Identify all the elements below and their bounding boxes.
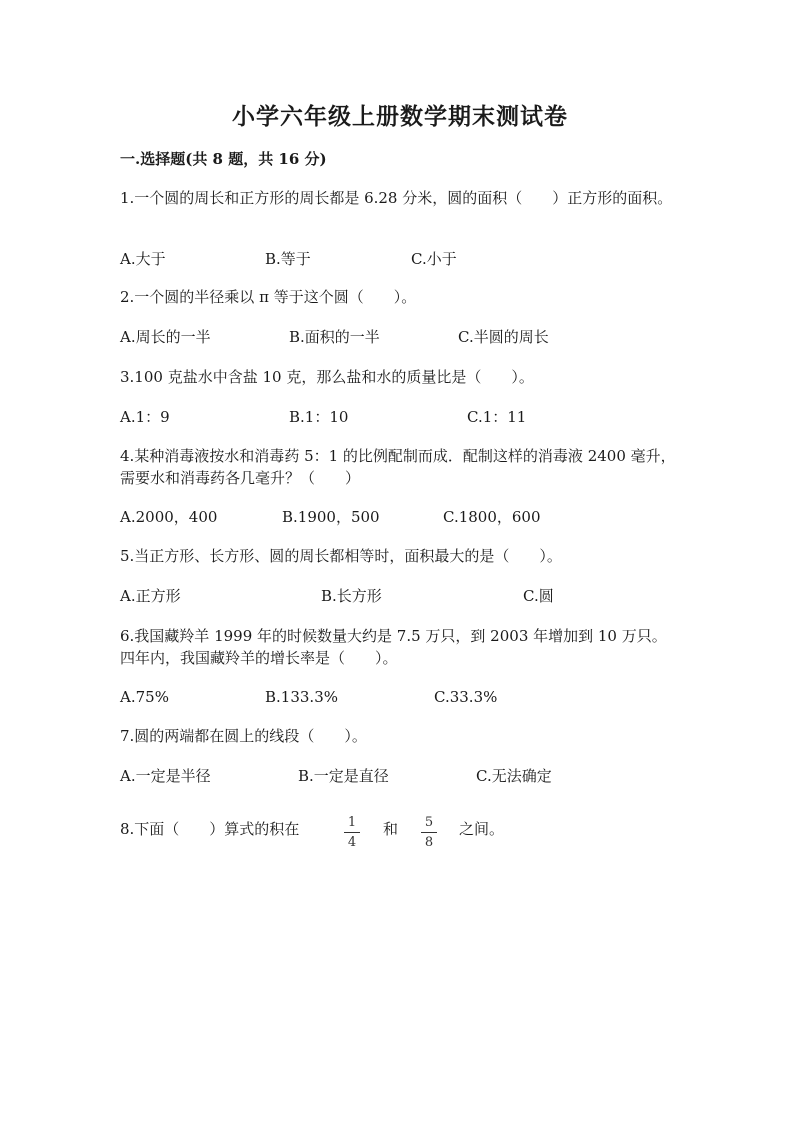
question-4: 4.某种消毒液按水和消毒药 5：1 的比例配制而成．配制这样的消毒液 2400 毫升，需要水和消毒药各几毫升？（ ） <box>120 447 676 487</box>
fraction-denominator: 4 <box>347 835 357 850</box>
question-5: 5.当正方形、长方形、圆的周长都相等时，面积最大的是（ ）。 <box>120 547 562 565</box>
fraction-five-eighths <box>421 816 437 850</box>
question-8-prefix: 8.下面（ ）算式的积在 <box>120 820 300 838</box>
fraction-bar <box>421 832 437 833</box>
q7-option-b: B.一定是直径 <box>298 767 389 785</box>
fraction-denominator: 8 <box>424 835 434 850</box>
q3-option-c: C.1：11 <box>467 408 527 426</box>
q1-option-a: A.大于 <box>120 250 166 268</box>
q3-option-a: A.1：9 <box>120 408 170 426</box>
q6-option-b: B.133.3% <box>265 688 338 706</box>
q1-option-c: C.小于 <box>411 250 457 268</box>
q5-option-c: C.圆 <box>523 587 554 605</box>
q2-option-b: B.面积的一半 <box>289 328 380 346</box>
section-heading: 一.选择题(共 8 题，共 16 分) <box>120 150 327 168</box>
question-8-suffix: 之间。 <box>459 820 505 838</box>
fraction-bar <box>344 832 360 833</box>
fraction-one-quarter <box>344 816 360 850</box>
fraction-numerator: 1 <box>347 815 357 830</box>
question-6: 6.我国藏羚羊 1999 年的时候数量大约是 7.5 万只，到 2003 年增加到 10 万只。四年内，我国藏羚羊的增长率是（ ）。 <box>120 627 667 667</box>
page-title: 小学六年级上册数学期末测试卷 <box>232 103 568 130</box>
q4-option-a: A.2000，400 <box>120 508 218 526</box>
q4-option-b: B.1900，500 <box>282 508 380 526</box>
q6-option-a: A.75% <box>120 688 169 706</box>
q5-option-a: A.正方形 <box>120 587 181 605</box>
question-2: 2.一个圆的半径乘以 π 等于这个圆（ ）。 <box>120 288 417 306</box>
q2-option-a: A.周长的一半 <box>120 328 211 346</box>
q6-option-c: C.33.3% <box>434 688 498 706</box>
q4-option-c: C.1800，600 <box>443 508 541 526</box>
question-8-middle: 和 <box>383 820 399 838</box>
q7-option-a: A.一定是半径 <box>120 767 211 785</box>
q2-option-c: C.半圆的周长 <box>458 328 549 346</box>
fraction-numerator: 5 <box>424 815 434 830</box>
q7-option-c: C.无法确定 <box>476 767 552 785</box>
question-1: 1.一个圆的周长和正方形的周长都是 6.28 分米，圆的面积（ ）正方形的面积。 <box>120 189 673 207</box>
q1-option-b: B.等于 <box>265 250 311 268</box>
q5-option-b: B.长方形 <box>321 587 382 605</box>
question-3: 3.100 克盐水中含盐 10 克，那么盐和水的质量比是（ ）。 <box>120 368 534 386</box>
question-7: 7.圆的两端都在圆上的线段（ ）。 <box>120 727 367 745</box>
q3-option-b: B.1：10 <box>289 408 349 426</box>
